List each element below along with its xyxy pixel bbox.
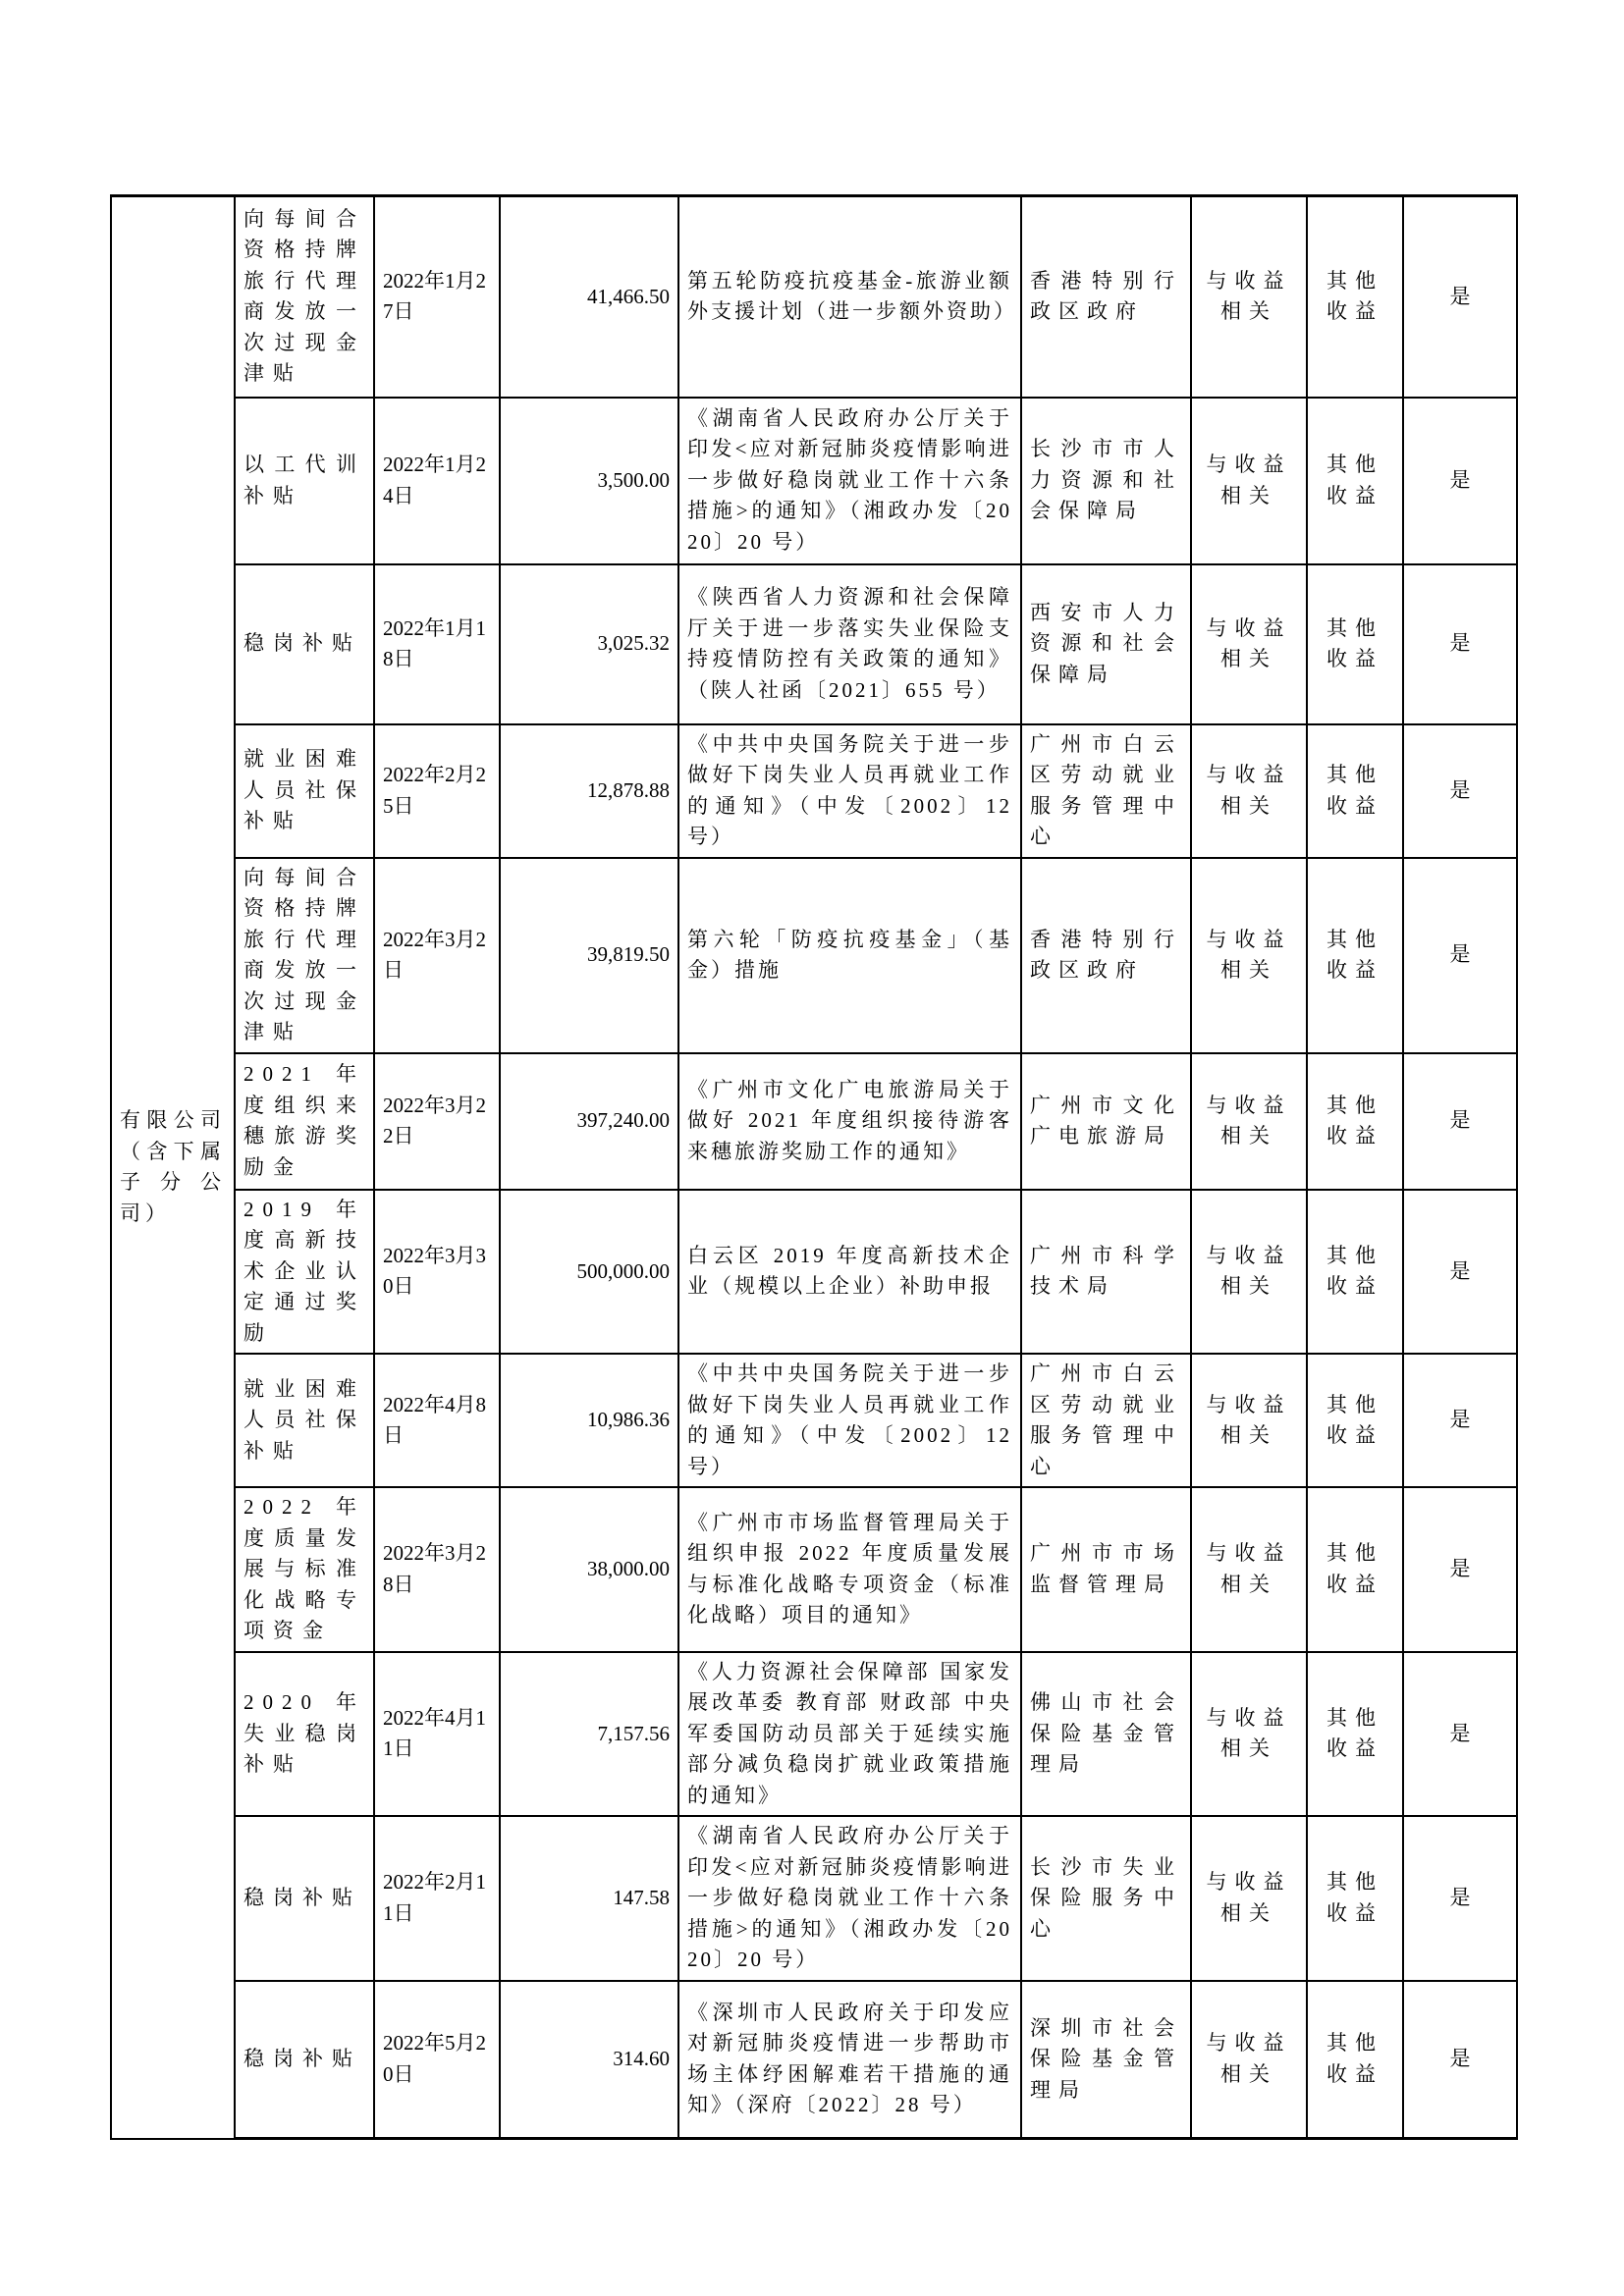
table-row — [111, 1816, 1517, 1981]
subsidy-cell: 2021 年度组织来穗旅游奖励金 — [235, 1053, 374, 1190]
grant-agency-cell: 广州市白云区劳动就业服务管理中心 — [1021, 724, 1191, 858]
amount-cell: 500,000.00 — [500, 1190, 678, 1355]
income-relation-cell: 与收益相关 — [1191, 564, 1307, 724]
amount-cell: 397,240.00 — [500, 1053, 678, 1190]
policy-basis-cell: 《湖南省人民政府办公厅关于印发<应对新冠肺炎疫情影响进一步做好稳岗就业工作十六条措施>的通知》（湘政办发〔2020〕20 号） — [678, 398, 1021, 564]
income-relation-cell: 与收益相关 — [1191, 1816, 1307, 1981]
grant-agency-cell: 广州市文化广电旅游局 — [1021, 1053, 1191, 1190]
amount-cell: 7,157.56 — [500, 1652, 678, 1817]
policy-basis-cell: 《广州市市场监督管理局关于组织申报 2022 年度质量发展与标准化战略专项资金（标准化战略）项目的通知》 — [678, 1487, 1021, 1652]
policy-basis-cell: 《人力资源社会保障部 国家发展改革委 教育部 财政部 中央军委国防动员部关于延续实施部分减负稳岗扩就业政策措施的通知》 — [678, 1652, 1021, 1817]
recurring-flag-cell: 是 — [1403, 398, 1517, 564]
policy-basis-cell: 《陕西省人力资源和社会保障厅关于进一步落实失业保险支持疫情防控有关政策的通知》（陕人社函〔2021〕655 号） — [678, 564, 1021, 724]
subsidy-cell: 向每间合资格持牌旅行代理商发放一次过现金津贴 — [235, 196, 374, 398]
policy-basis-cell: 《中共中央国务院关于进一步做好下岗失业人员再就业工作的通知》（中发〔2002〕12 号） — [678, 724, 1021, 858]
subsidy-cell: 2020 年失业稳岗补贴 — [235, 1652, 374, 1817]
recurring-flag-cell: 是 — [1403, 1981, 1517, 2139]
policy-basis-cell: 《深圳市人民政府关于印发应对新冠肺炎疫情进一步帮助市场主体纾困解难若干措施的通知》（深府〔2022〕28 号） — [678, 1981, 1021, 2139]
income-relation-cell: 与收益相关 — [1191, 724, 1307, 858]
recurring-flag-cell: 是 — [1403, 1487, 1517, 1652]
policy-basis-cell: 白云区 2019 年度高新技术企业（规模以上企业）补助申报 — [678, 1190, 1021, 1355]
amount-cell: 12,878.88 — [500, 724, 678, 858]
table-row — [111, 858, 1517, 1053]
amount-cell: 3,025.32 — [500, 564, 678, 724]
subsidy-cell: 以工代训补贴 — [235, 398, 374, 564]
recurring-flag-cell: 是 — [1403, 564, 1517, 724]
recurring-flag-cell: 是 — [1403, 1354, 1517, 1487]
income-relation-cell: 与收益相关 — [1191, 398, 1307, 564]
grant-date-cell: 2022年3月2日 — [374, 858, 500, 1053]
policy-basis-cell: 《湖南省人民政府办公厅关于印发<应对新冠肺炎疫情影响进一步做好稳岗就业工作十六条措施>的通知》（湘政办发〔2020〕20 号） — [678, 1816, 1021, 1981]
income-type-cell: 其他收益 — [1307, 858, 1403, 1053]
grant-agency-cell: 香港特别行政区政府 — [1021, 858, 1191, 1053]
income-relation-cell: 与收益相关 — [1191, 1354, 1307, 1487]
grant-date-cell: 2022年3月30日 — [374, 1190, 500, 1355]
grant-agency-cell: 广州市市场监督管理局 — [1021, 1487, 1191, 1652]
grant-agency-cell: 佛山市社会保险基金管理局 — [1021, 1652, 1191, 1817]
grant-date-cell: 2022年3月22日 — [374, 1053, 500, 1190]
recurring-flag-cell: 是 — [1403, 724, 1517, 858]
income-type-cell: 其他收益 — [1307, 196, 1403, 398]
income-type-cell: 其他收益 — [1307, 1816, 1403, 1981]
table-row — [111, 564, 1517, 724]
table-row — [111, 398, 1517, 564]
table-row — [111, 1053, 1517, 1190]
subsidy-cell: 稳岗补贴 — [235, 1981, 374, 2139]
table-sheet — [110, 194, 1518, 2140]
amount-cell: 39,819.50 — [500, 858, 678, 1053]
grant-agency-cell: 长沙市失业保险服务中心 — [1021, 1816, 1191, 1981]
income-type-cell: 其他收益 — [1307, 1354, 1403, 1487]
amount-cell: 10,986.36 — [500, 1354, 678, 1487]
grant-agency-cell: 香港特别行政区政府 — [1021, 196, 1191, 398]
grant-date-cell: 2022年1月27日 — [374, 196, 500, 398]
grant-date-cell: 2022年2月25日 — [374, 724, 500, 858]
amount-cell: 314.60 — [500, 1981, 678, 2139]
policy-basis-cell: 《中共中央国务院关于进一步做好下岗失业人员再就业工作的通知》（中发〔2002〕12 号） — [678, 1354, 1021, 1487]
policy-basis-cell: 第五轮防疫抗疫基金-旅游业额外支援计划（进一步额外资助） — [678, 196, 1021, 398]
grant-agency-cell: 广州市科学技术局 — [1021, 1190, 1191, 1355]
income-type-cell: 其他收益 — [1307, 1981, 1403, 2139]
subsidy-cell: 就业困难人员社保补贴 — [235, 724, 374, 858]
grant-date-cell: 2022年3月28日 — [374, 1487, 500, 1652]
policy-basis-cell: 第六轮「防疫抗疫基金」（基金）措施 — [678, 858, 1021, 1053]
grant-agency-cell: 广州市白云区劳动就业服务管理中心 — [1021, 1354, 1191, 1487]
recurring-flag-cell: 是 — [1403, 196, 1517, 398]
table-row — [111, 1981, 1517, 2139]
income-type-cell: 其他收益 — [1307, 1652, 1403, 1817]
subsidy-cell: 2022 年度质量发展与标准化战略专项资金 — [235, 1487, 374, 1652]
table-row — [111, 724, 1517, 858]
income-type-cell: 其他收益 — [1307, 564, 1403, 724]
recurring-flag-cell: 是 — [1403, 1053, 1517, 1190]
income-relation-cell: 与收益相关 — [1191, 196, 1307, 398]
subsidy-cell: 2019 年度高新技术企业认定通过奖励 — [235, 1190, 374, 1355]
subsidy-cell: 稳岗补贴 — [235, 1816, 374, 1981]
subsidy-cell: 稳岗补贴 — [235, 564, 374, 724]
grant-date-cell: 2022年2月11日 — [374, 1816, 500, 1981]
amount-cell: 3,500.00 — [500, 398, 678, 564]
grant-date-cell: 2022年1月18日 — [374, 564, 500, 724]
income-type-cell: 其他收益 — [1307, 1053, 1403, 1190]
recurring-flag-cell: 是 — [1403, 1652, 1517, 1817]
table-row — [111, 1354, 1517, 1487]
income-relation-cell: 与收益相关 — [1191, 1190, 1307, 1355]
company-cell: 有限公司（含下属子分公司） — [111, 196, 235, 2139]
grant-agency-cell: 深圳市社会保险基金管理局 — [1021, 1981, 1191, 2139]
amount-cell: 41,466.50 — [500, 196, 678, 398]
grant-date-cell: 2022年4月11日 — [374, 1652, 500, 1817]
grant-date-cell: 2022年5月20日 — [374, 1981, 500, 2139]
recurring-flag-cell: 是 — [1403, 1816, 1517, 1981]
table-row — [111, 1190, 1517, 1355]
recurring-flag-cell: 是 — [1403, 1190, 1517, 1355]
subsidy-cell: 就业困难人员社保补贴 — [235, 1354, 374, 1487]
subsidy-cell: 向每间合资格持牌旅行代理商发放一次过现金津贴 — [235, 858, 374, 1053]
grant-agency-cell: 长沙市市人力资源和社会保障局 — [1021, 398, 1191, 564]
income-relation-cell: 与收益相关 — [1191, 1053, 1307, 1190]
grant-date-cell: 2022年1月24日 — [374, 398, 500, 564]
grant-agency-cell: 西安市人力资源和社会保障局 — [1021, 564, 1191, 724]
policy-basis-cell: 《广州市文化广电旅游局关于做好 2021 年度组织接待游客来穗旅游奖励工作的通知》 — [678, 1053, 1021, 1190]
income-type-cell: 其他收益 — [1307, 724, 1403, 858]
income-relation-cell: 与收益相关 — [1191, 1981, 1307, 2139]
amount-cell: 38,000.00 — [500, 1487, 678, 1652]
income-type-cell: 其他收益 — [1307, 398, 1403, 564]
table-row — [111, 1652, 1517, 1817]
income-relation-cell: 与收益相关 — [1191, 858, 1307, 1053]
recurring-flag-cell: 是 — [1403, 858, 1517, 1053]
income-type-cell: 其他收益 — [1307, 1190, 1403, 1355]
table-row — [111, 196, 1517, 398]
income-relation-cell: 与收益相关 — [1191, 1652, 1307, 1817]
income-type-cell: 其他收益 — [1307, 1487, 1403, 1652]
grant-date-cell: 2022年4月8日 — [374, 1354, 500, 1487]
amount-cell: 147.58 — [500, 1816, 678, 1981]
table-row — [111, 1487, 1517, 1652]
income-relation-cell: 与收益相关 — [1191, 1487, 1307, 1652]
government-grant-table — [110, 194, 1518, 2140]
